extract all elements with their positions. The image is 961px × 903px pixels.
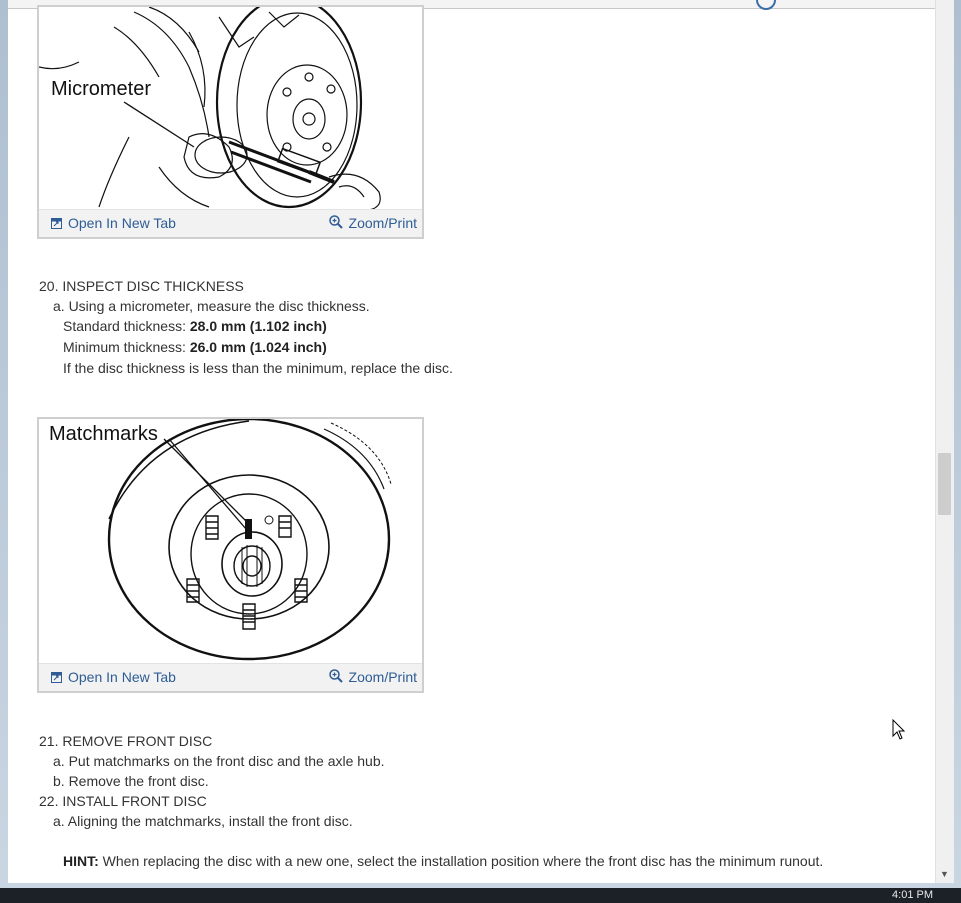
step-21-title: 21. REMOVE FRONT DISC <box>39 733 213 749</box>
minimum-thickness <box>63 339 327 356</box>
mouse-cursor-icon <box>892 719 906 741</box>
hint <box>63 853 823 870</box>
hint-text: When replacing the disc with a new one, select the installation position where the front disc has the minimum runout. <box>98 853 824 869</box>
zoom-icon <box>329 215 343 229</box>
figure-matchmarks <box>37 417 424 693</box>
minimum-thickness-value: 26.0 mm (1.024 inch) <box>189 339 327 355</box>
figure-actions-bar <box>39 663 422 691</box>
step-20-title: 20. INSPECT DISC THICKNESS <box>39 278 244 294</box>
hint-label: HINT: <box>63 853 99 869</box>
matchmarks-callout-label: Matchmarks <box>49 423 158 445</box>
matchmarks-illustration <box>39 419 422 664</box>
figure-actions-bar <box>39 209 422 237</box>
zoom-print-link[interactable] <box>329 669 417 685</box>
document-page <box>8 0 935 883</box>
new-tab-icon <box>51 218 62 229</box>
step-21-a: a. Put matchmarks on the front disc and the axle hub. <box>53 753 385 769</box>
micrometer-callout-label: Micrometer <box>51 78 152 100</box>
zoom-print-label: Zoom/Print <box>348 669 417 685</box>
zoom-print-link[interactable] <box>329 215 417 231</box>
step-21-b: b. Remove the front disc. <box>53 773 209 789</box>
step-20-note: If the disc thickness is less than the minimum, replace the disc. <box>63 360 453 376</box>
taskbar <box>0 888 961 903</box>
zoom-print-label: Zoom/Print <box>348 215 417 231</box>
minimum-thickness-label: Minimum thickness: <box>63 339 190 355</box>
standard-thickness <box>63 318 327 335</box>
scroll-down-arrow-icon[interactable]: ▼ <box>940 869 949 879</box>
standard-thickness-label: Standard thickness: <box>63 318 190 334</box>
micrometer-illustration <box>39 7 422 210</box>
vertical-scrollbar[interactable] <box>935 0 954 883</box>
zoom-icon <box>329 669 343 683</box>
scrollbar-thumb[interactable] <box>938 453 951 515</box>
open-in-new-tab-label: Open In New Tab <box>68 215 176 231</box>
new-tab-icon <box>51 672 62 683</box>
toolbar-icon[interactable] <box>756 0 776 10</box>
open-in-new-tab-label: Open In New Tab <box>68 669 176 685</box>
taskbar-clock: 4:01 PM <box>892 889 933 901</box>
step-22-title: 22. INSTALL FRONT DISC <box>39 793 207 809</box>
step-20-a: a. Using a micrometer, measure the disc thickness. <box>53 298 370 314</box>
standard-thickness-value: 28.0 mm (1.102 inch) <box>189 318 327 334</box>
open-in-new-tab-link[interactable] <box>51 669 176 685</box>
figure-micrometer <box>37 5 424 239</box>
open-in-new-tab-link[interactable] <box>51 215 176 231</box>
step-22-a: a. Aligning the matchmarks, install the front disc. <box>53 813 353 829</box>
matchmark-indicator <box>245 519 252 539</box>
